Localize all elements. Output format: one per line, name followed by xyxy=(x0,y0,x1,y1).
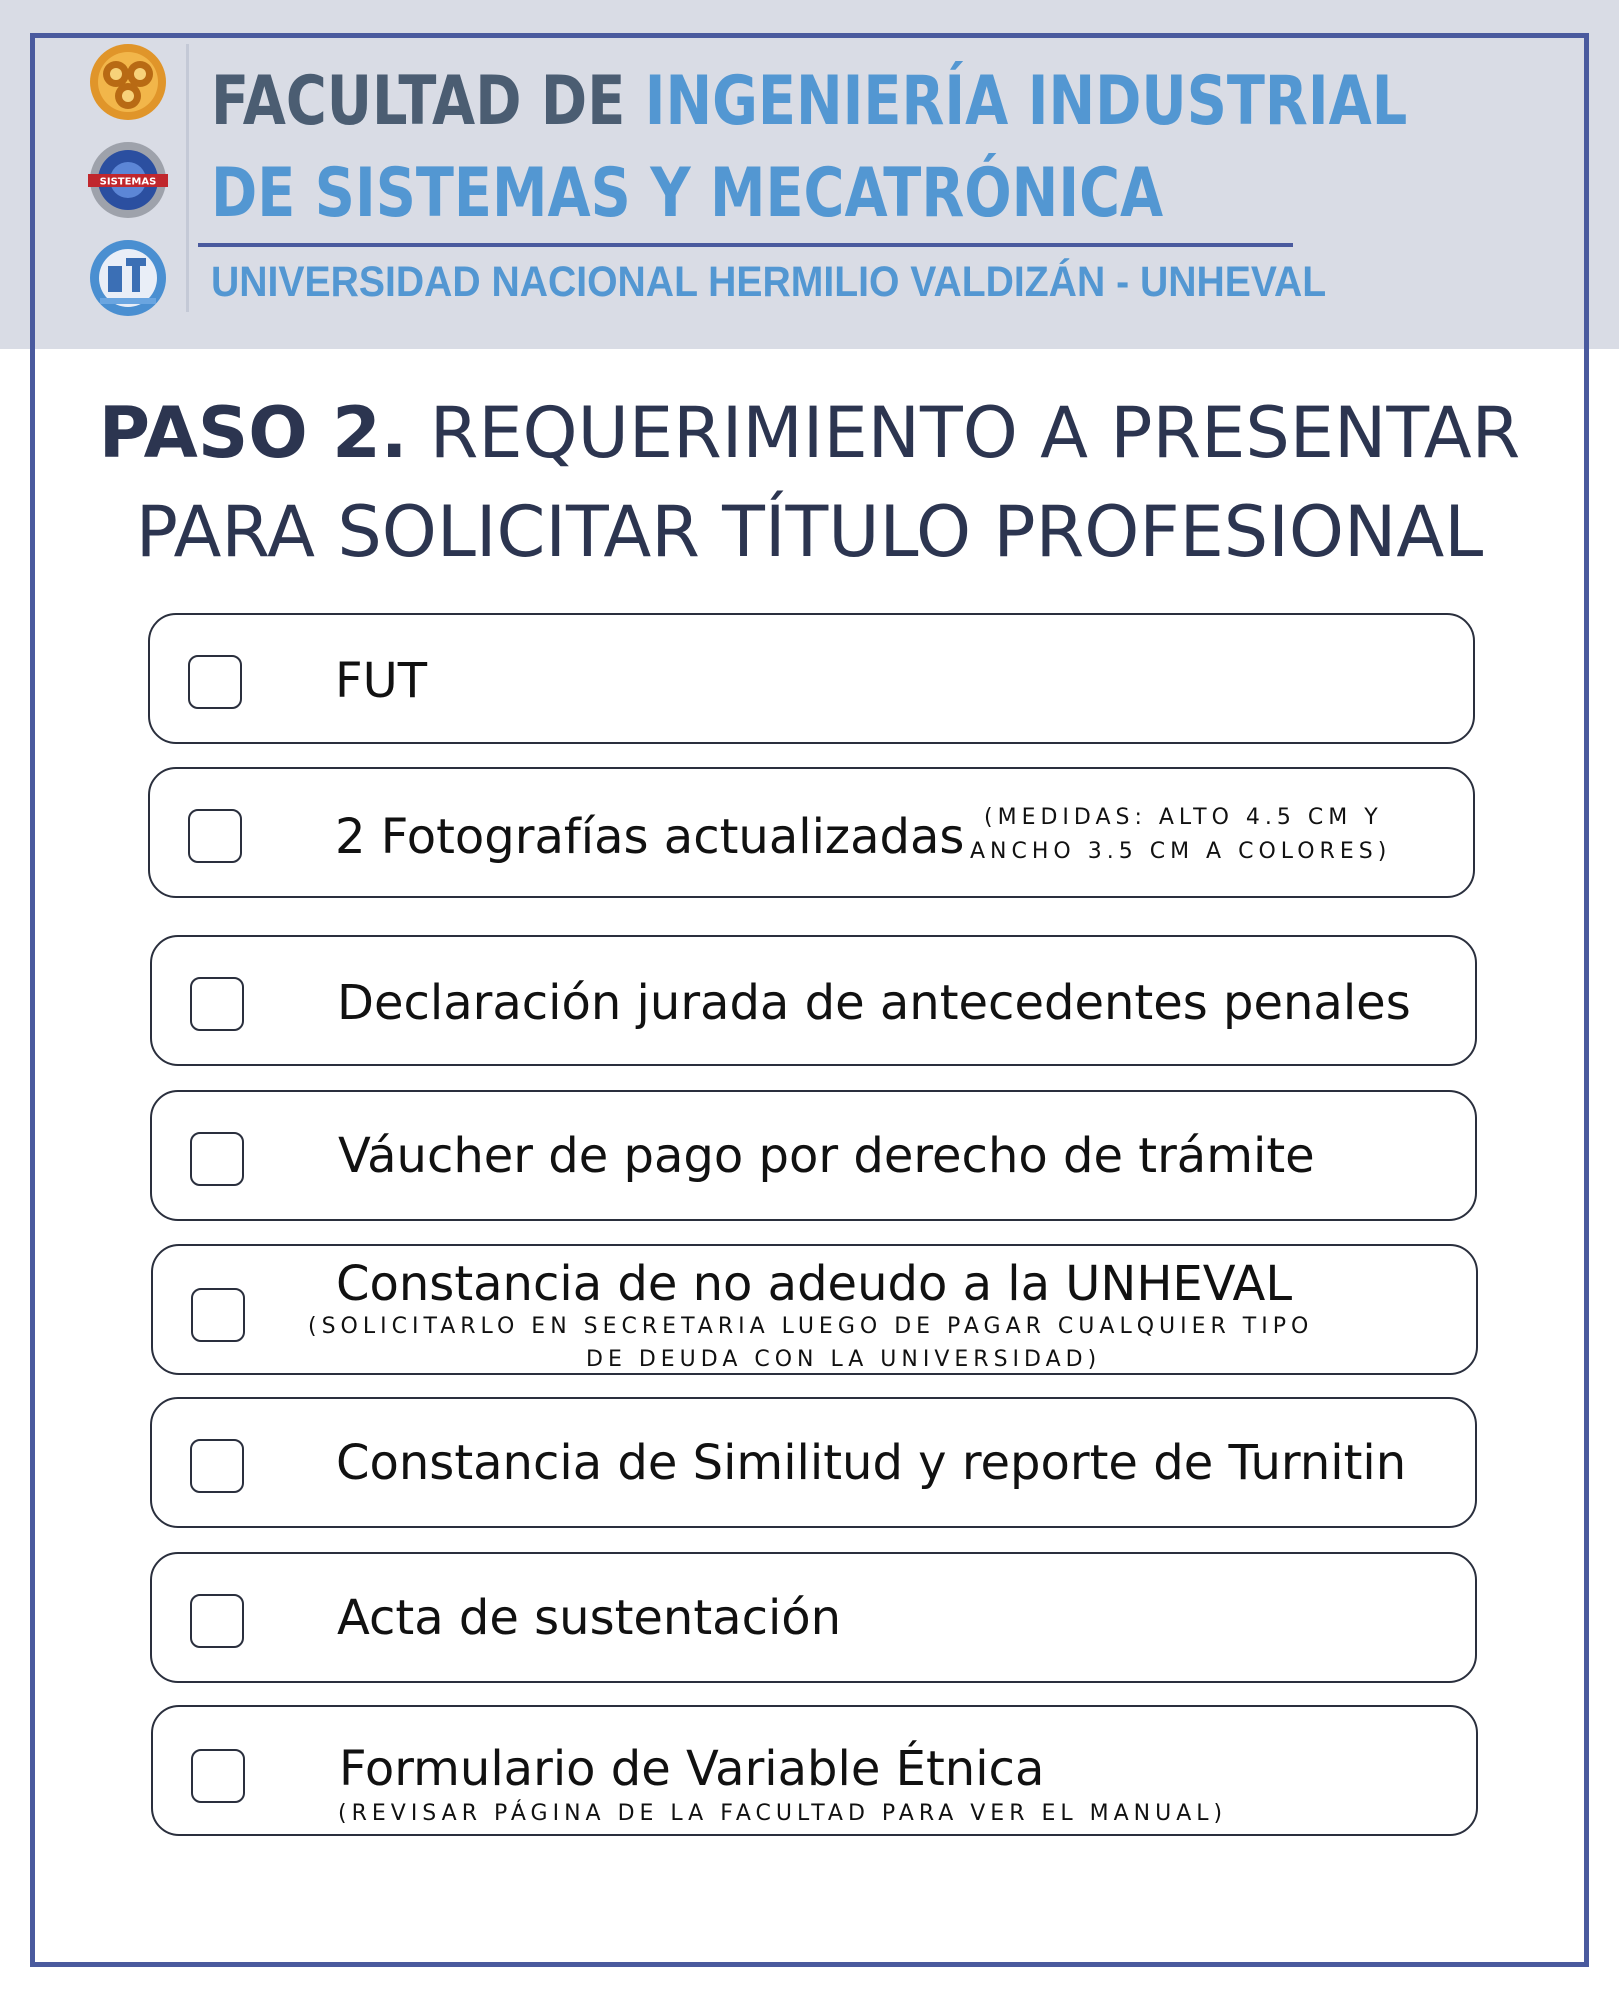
requirement-item xyxy=(150,1090,1477,1221)
requirement-item xyxy=(150,1552,1477,1683)
requirement-note: DE DEUDA CON LA UNIVERSIDAD) xyxy=(586,1347,1102,1372)
checkbox[interactable] xyxy=(188,655,242,709)
requirement-item xyxy=(148,613,1475,744)
requirement-item xyxy=(151,1244,1478,1375)
sistemas-logo-text: SISTEMAS xyxy=(99,176,157,188)
requirement-label: 2 Fotografías actualizadas xyxy=(335,809,965,865)
sistemas-logo xyxy=(86,138,170,222)
checkbox[interactable] xyxy=(191,1288,245,1342)
requirement-item xyxy=(150,935,1477,1066)
checkbox[interactable] xyxy=(190,1439,244,1493)
university-name: UNIVERSIDAD NACIONAL HERMILIO VALDIZÁN - UNHEVAL xyxy=(211,258,1327,306)
step-label: PASO 2. xyxy=(98,392,408,474)
mecatronica-logo xyxy=(86,236,170,320)
checkbox[interactable] xyxy=(190,1594,244,1648)
checkbox[interactable] xyxy=(188,809,242,863)
requirement-label: FUT xyxy=(335,653,428,709)
title-rest: REQUERIMIENTO A PRESENTAR xyxy=(429,392,1521,474)
requirement-label: Constancia de Similitud y reporte de Turnitin xyxy=(336,1435,1407,1491)
industrial-gears-logo xyxy=(86,40,170,124)
requirement-label: Constancia de no adeudo a la UNHEVAL xyxy=(336,1256,1293,1312)
requirement-note: (REVISAR PÁGINA DE LA FACULTAD PARA VER EL MANUAL) xyxy=(338,1801,1228,1826)
requirement-note: ANCHO 3.5 CM A COLORES) xyxy=(970,839,1392,864)
logo-column xyxy=(80,40,180,320)
checkbox[interactable] xyxy=(190,977,244,1031)
header-rule xyxy=(198,243,1293,247)
page-title-line1 xyxy=(0,392,1619,474)
requirement-note: (MEDIDAS: ALTO 4.5 CM Y xyxy=(984,805,1383,830)
requirement-label: Declaración jurada de antecedentes penales xyxy=(337,975,1411,1031)
requirement-note: (SOLICITARLO EN SECRETARIA LUEGO DE PAGAR CUALQUIER TIPO xyxy=(308,1314,1314,1339)
requirement-item xyxy=(150,1397,1477,1528)
requirement-item xyxy=(148,767,1475,898)
requirement-label: Acta de sustentación xyxy=(337,1590,842,1646)
faculty-title-dark: FACULTAD DE xyxy=(211,62,626,141)
checkbox[interactable] xyxy=(190,1132,244,1186)
faculty-title-line2: DE SISTEMAS Y MECATRÓNICA xyxy=(211,154,1164,233)
requirement-label: Váucher de pago por derecho de trámite xyxy=(338,1128,1315,1184)
requirement-item xyxy=(151,1705,1478,1836)
requirement-label: Formulario de Variable Étnica xyxy=(339,1741,1045,1797)
page-title-line2: PARA SOLICITAR TÍTULO PROFESIONAL xyxy=(135,491,1484,573)
faculty-title-blue: INGENIERÍA INDUSTRIAL xyxy=(644,62,1408,141)
checkbox[interactable] xyxy=(191,1749,245,1803)
faculty-title-line1 xyxy=(211,62,1408,141)
header-divider xyxy=(186,44,189,312)
